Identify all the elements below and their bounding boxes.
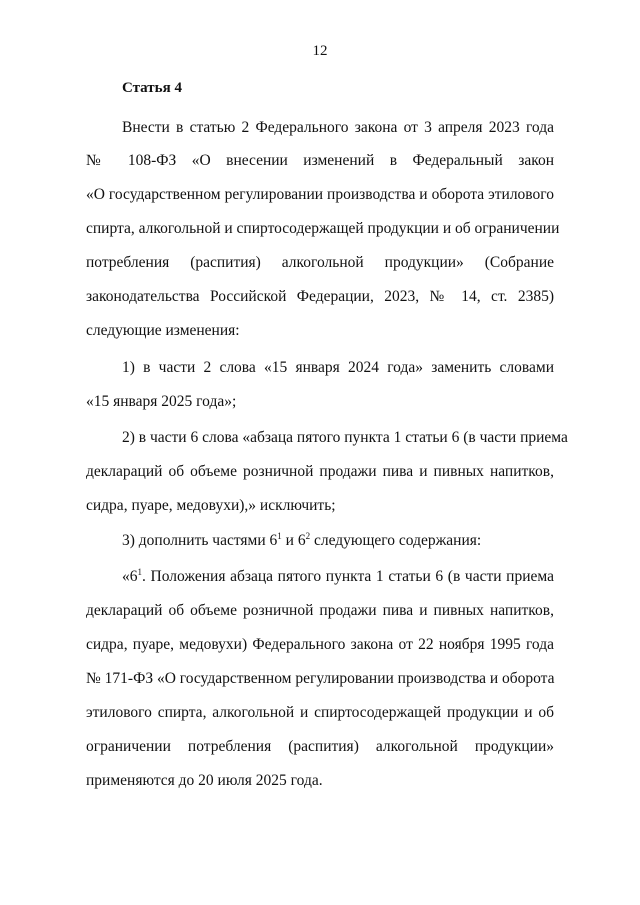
item3-superscript: 2	[305, 531, 311, 541]
item2-line: деклараций об объеме розничной продажи пива и пивных напитков,	[86, 463, 554, 480]
item3-prefix: 3) дополнить частями 6	[122, 532, 278, 549]
intro-line: потребления (распития) алкогольной продукции» (Собрание	[86, 254, 554, 271]
item1-line: «15 января 2025 года»;	[86, 393, 237, 410]
item3-suffix: следующего содержания:	[310, 532, 482, 549]
intro-line: «О государственном регулировании производства и оборота этилового	[86, 186, 554, 203]
item2-line: сидра, пуаре, медовухи),» исключить;	[86, 497, 336, 514]
intro-line: Внести в статью 2 Федерального закона от 3 апреля 2023 года	[122, 119, 554, 136]
part61-line: применяются до 20 июля 2025 года.	[86, 772, 323, 789]
page-number: 12	[312, 43, 328, 59]
item3-superscript: 1	[277, 531, 282, 541]
item3-middle: и 6	[281, 532, 306, 549]
part61-rest: . Положения абзаца пятого пункта 1 статьи 6 (в части приема	[142, 568, 554, 585]
part61-first-line	[122, 567, 554, 587]
article-heading: Статья 4	[122, 80, 182, 96]
item2-line: 2) в части 6 слова «абзаца пятого пункта 1 статьи 6 (в части приема	[122, 429, 568, 446]
intro-line: следующие изменения:	[86, 322, 240, 339]
part61-superscript: 1	[137, 567, 142, 577]
part61-line: № 171-ФЗ «О государственном регулировании производства и оборота	[86, 670, 555, 687]
intro-line: № 108-ФЗ «О внесении изменений в Федеральный закон	[86, 152, 554, 169]
intro-line: спирта, алкогольной и спиртосодержащей продукции и об ограничении	[86, 220, 560, 237]
part61-prefix: «6	[122, 568, 138, 585]
intro-line: законодательства Российской Федерации, 2023, № 14, ст. 2385)	[86, 288, 554, 305]
part61-line: деклараций об объеме розничной продажи пива и пивных напитков,	[86, 602, 554, 619]
item3-line	[122, 531, 554, 551]
part61-line: сидра, пуаре, медовухи) Федерального закона от 22 ноября 1995 года	[86, 636, 554, 653]
part61-line: этилового спирта, алкогольной и спиртосодержащей продукции и об	[86, 704, 554, 721]
item1-line: 1) в части 2 слова «15 января 2024 года» заменить словами	[122, 359, 554, 376]
part61-line: ограничении потребления (распития) алкогольной продукции»	[86, 738, 554, 755]
